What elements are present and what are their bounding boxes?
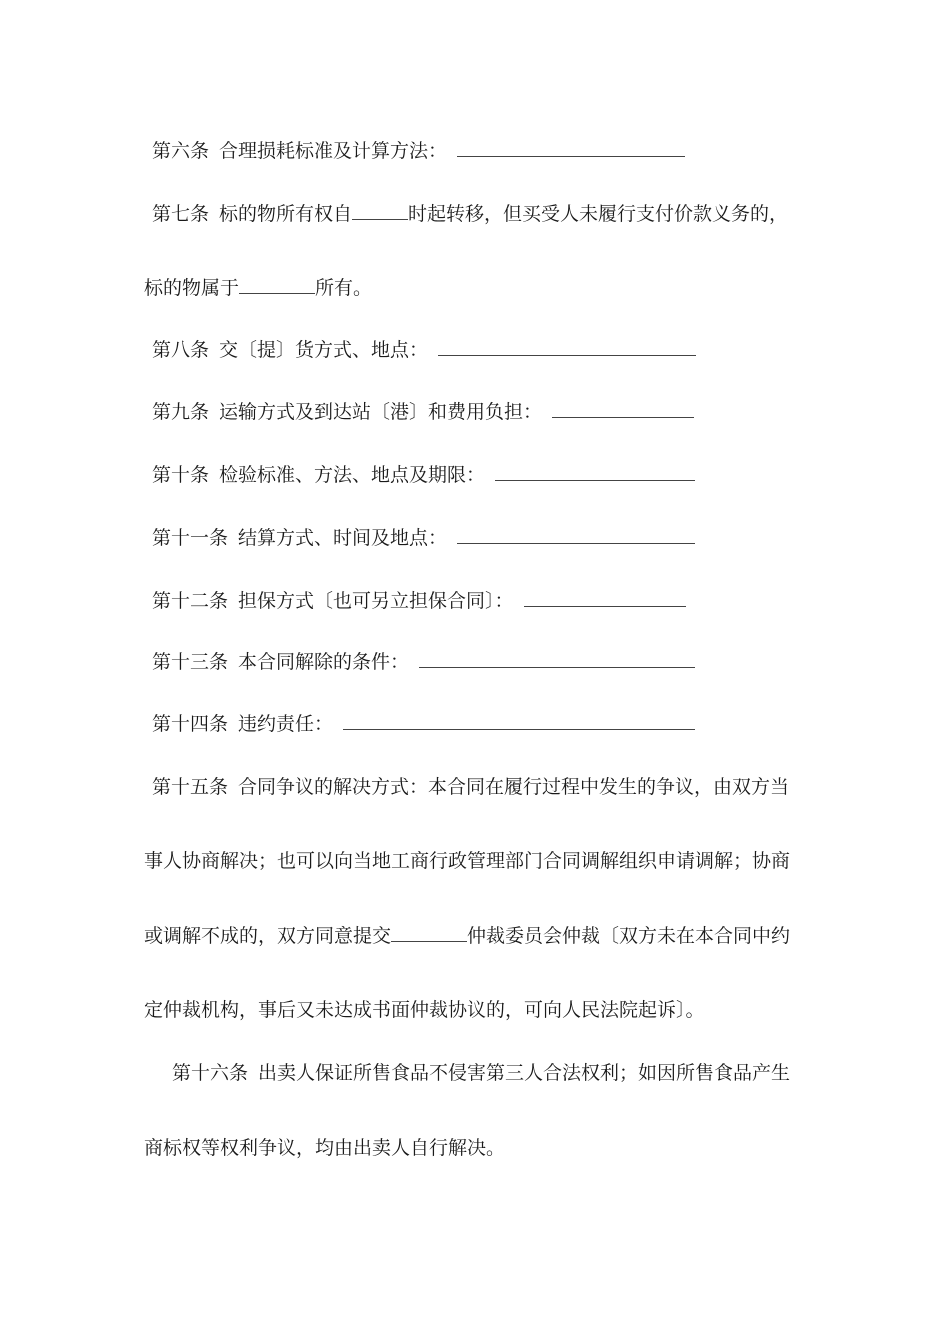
clause-label: 第八条 [152,339,210,361]
fill-blank[interactable] [239,271,315,294]
clause-7 [0,197,950,231]
clause-text: 时起转移，但买受人未履行支付价款义务的， [408,203,789,225]
clause-label: 第十三条 [152,651,229,673]
fill-blank[interactable] [352,197,408,220]
fill-blank[interactable] [524,584,686,607]
clause-text: 本合同解除的条件： [238,651,410,673]
clause-text: 结算方式、时间及地点： [238,527,448,549]
clause-label: 第十二条 [152,590,229,612]
clause-text: 仲裁委员会仲裁〔双方未在本合同中约 [467,925,791,947]
clause-text: 担保方式〔也可另立担保合同〕： [238,590,514,612]
clause-15-line3 [0,919,950,953]
fill-blank[interactable] [419,645,695,668]
clause-text: 合同争议的解决方式：本合同在履行过程中发生的争议，由双方当 [238,776,790,798]
clause-label: 第十五条 [152,776,229,798]
fill-blank[interactable] [552,395,694,418]
fill-blank[interactable] [438,333,696,356]
clause-label: 第七条 [152,203,210,225]
clause-label: 第十四条 [152,713,229,735]
clause-text: 事人协商解决；也可以向当地工商行政管理部门合同调解组织申请调解；协商 [144,850,791,872]
clause-15 [0,770,950,804]
clause-9 [0,395,950,429]
clause-14 [0,707,950,741]
clause-text: 违约责任： [238,713,334,735]
clause-text: 所有。 [315,277,373,299]
fill-blank[interactable] [457,521,695,544]
fill-blank[interactable] [495,458,695,481]
clause-label: 第十六条 [172,1062,249,1084]
clause-text: 运输方式及到达站〔港〕和费用负担： [219,401,543,423]
clause-6 [0,134,950,168]
fill-blank[interactable] [343,707,695,730]
clause-label: 第十一条 [152,527,229,549]
clause-text: 标的物属于 [144,277,240,299]
clause-text: 检验标准、方法、地点及期限： [219,464,486,486]
fill-blank[interactable] [391,919,467,942]
clause-label: 第九条 [152,401,210,423]
clause-text: 商标权等权利争议，均由出卖人自行解决。 [144,1137,506,1159]
clause-label: 第十条 [152,464,210,486]
clause-15-line4 [0,993,950,1027]
clause-16-line2 [0,1131,950,1165]
clause-text: 标的物所有权自 [219,203,353,225]
clause-text: 或调解不成的，双方同意提交 [144,925,392,947]
clause-10 [0,458,950,492]
clause-13 [0,645,950,679]
clause-16 [0,1056,950,1090]
clause-7-cont [0,271,950,305]
clause-text: 交〔提〕货方式、地点： [219,339,429,361]
clause-text: 出卖人保证所售食品不侵害第三人合法权利；如因所售食品产生 [258,1062,791,1084]
clause-11 [0,521,950,555]
clause-text: 合理损耗标准及计算方法： [219,140,448,162]
clause-12 [0,584,950,618]
clause-15-line2 [0,844,950,878]
clause-text: 定仲裁机构，事后又未达成书面仲裁协议的，可向人民法院起诉〕。 [144,999,705,1021]
clause-8 [0,333,950,367]
clause-label: 第六条 [152,140,210,162]
fill-blank[interactable] [457,134,685,157]
